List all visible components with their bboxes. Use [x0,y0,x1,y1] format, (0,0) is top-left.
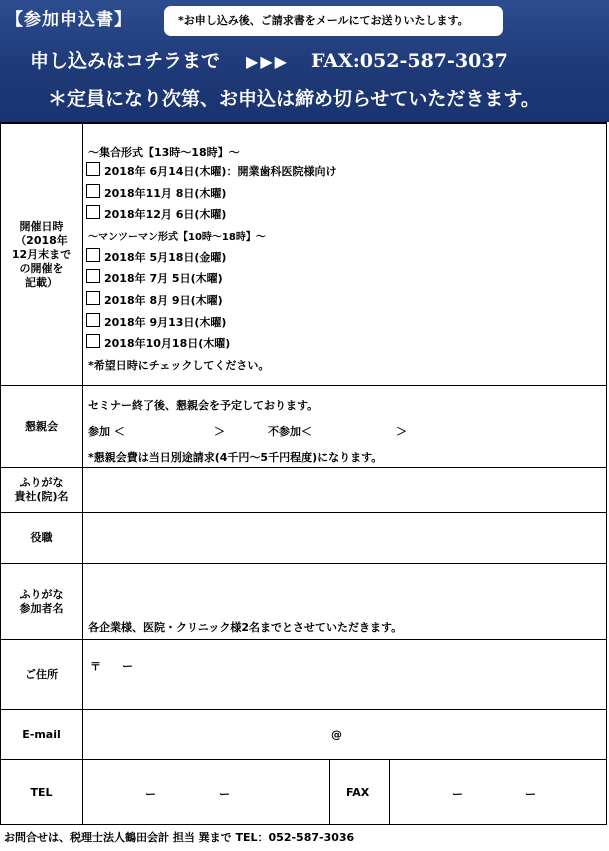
fax-number: FAX:052-587-3037 [310,50,508,72]
party-cell [84,386,606,467]
fax-label: FAX [346,786,370,799]
email-label: E-mail [1,710,83,759]
date-option: 2018年 9月13日(木曜) [104,316,227,329]
schedule-label-line: 開催日時 [19,219,64,233]
fax-divider [389,760,390,825]
email-row [1,710,606,760]
fax-dash: ー [452,788,463,801]
date-checkbox[interactable] [86,269,100,283]
party-fee-note: *懇親会費は当日別途請求(4千円～5千円程度)になります。 [88,451,383,464]
party-label: 懇親会 [1,386,83,467]
postal-dash: ー [122,660,133,673]
phone-row [1,760,606,825]
fax-dash: ー [525,788,536,801]
check-note: *希望日時にチェックしてください。 [88,359,270,372]
application-form [0,122,607,825]
header-banner [0,0,609,122]
date-option: 2018年 5月18日(金曜) [104,251,227,264]
tel-dash: ー [145,788,156,801]
position-field[interactable] [84,513,606,563]
company-label [1,468,83,512]
phone-cell [84,760,606,825]
position-label: 役職 [1,513,83,563]
schedule-cell [84,124,606,385]
participant-limit-note: 各企業様、医院・クリニック様2名までとさせていただきます。 [88,621,403,634]
participant-label-line: ふりがな [19,587,64,601]
schedule-label [1,124,83,385]
party-intro: セミナー終了後、懇親会を予定しております。 [88,399,319,412]
absent-close: ＞ [396,425,407,438]
participant-row [1,564,606,640]
schedule-label-line: （2018年 [15,233,68,247]
individual-format-title: ～マンツーマン形式【10時～18時】～ [88,232,266,243]
apply-line [30,46,508,73]
address-label: ご住所 [1,640,83,709]
postal-mark-icon: 〒 [90,660,101,673]
company-label-line: 貴社(院)名 [14,490,69,503]
schedule-label-line: 記載） [25,275,58,289]
address-field[interactable] [84,640,606,709]
date-option: 2018年 7月 5日(木曜) [104,272,223,285]
schedule-label-line: の開催を [19,261,64,275]
position-row [1,513,606,564]
party-row [1,386,606,468]
tel-label: TEL [1,760,83,825]
date-option: 2018年10月18日(木曜) [104,337,231,350]
invoice-notice: *お申し込み後、ご請求書をメールにてお送りいたします。 [164,6,503,36]
date-checkbox[interactable] [86,162,100,176]
attend-option[interactable]: 参加 ＜ [88,425,125,438]
company-name-field[interactable] [84,468,606,512]
date-checkbox[interactable] [86,248,100,262]
contact-footer: お問合せは、税理士法人鶴田会計 担当 巽まで TEL：052-587-3036 [4,831,355,844]
deadline-note: ＊定員になり次第、お申込は締め切らせていただきます。 [48,88,540,110]
group-format-title: ～集合形式【13時～18時】～ [88,146,240,159]
participant-name-field[interactable] [84,564,606,639]
date-option: 2018年11月 8日(木曜) [104,187,227,200]
form-title: 【参加申込書】 [6,10,132,30]
phone-divider [329,760,330,825]
email-field[interactable] [84,710,606,759]
participant-label-line: 参加者名 [19,601,64,615]
tel-dash: ー [219,788,230,801]
company-label-line: ふりがな [19,476,64,489]
schedule-label-line: 12月末まで [11,247,72,261]
date-option: 2018年 6月14日(木曜)：開業歯科医院様向け [104,165,337,178]
date-checkbox[interactable] [86,205,100,219]
date-checkbox[interactable] [86,313,100,327]
absent-option[interactable]: 不参加＜ [268,425,312,438]
arrows-icon: ▶▶▶ [246,52,289,71]
address-row [1,640,606,710]
at-mark: @ [331,728,342,741]
date-checkbox[interactable] [86,184,100,198]
participant-label [1,564,83,639]
date-option: 2018年 8月 9日(木曜) [104,294,223,307]
date-checkbox[interactable] [86,291,100,305]
schedule-row [1,124,606,386]
date-checkbox[interactable] [86,334,100,348]
company-row [1,468,606,513]
attend-close: ＞ [214,425,225,438]
apply-text: 申し込みはコチラまで [30,50,221,72]
date-option: 2018年12月 6日(木曜) [104,208,227,221]
